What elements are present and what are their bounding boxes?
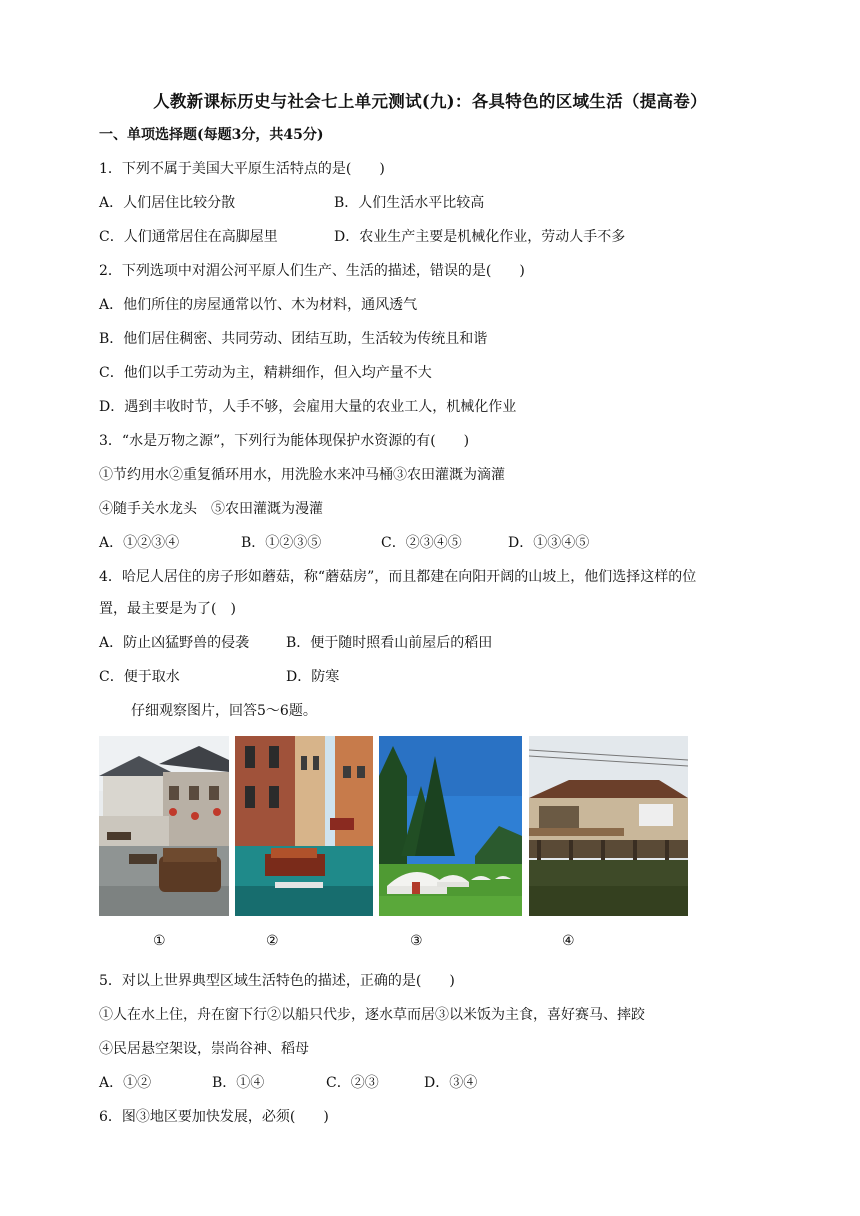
q5-statements-line2: ④民居悬空架设，崇尚谷神、稻母 [99,1041,309,1057]
question-4-stem-line1: 4．哈尼人居住的房子形如蘑菇，称“蘑菇房”，而且都建在向阳开阔的山坡上，他们选择这样的位 [99,569,697,585]
q4-option-b: B．便于随时照看山前屋后的稻田 [286,635,493,651]
photo-canal-boats [235,736,373,916]
q4-option-d: D．防寒 [286,669,340,685]
document-title: 人教新课标历史与社会七上单元测试(九)：各具特色的区域生活（提高卷） [153,92,707,111]
q2-option-c: C．他们以手工劳动为主，精耕细作，但入均产量不大 [99,365,432,381]
photo-water-town [99,736,229,916]
q3-statements-line1: ①节约用水②重复循环用水，用洗脸水来冲马桶③农田灌溉为滴灌 [99,467,505,483]
q5-option-c: C．②③ [326,1075,379,1091]
q2-option-a: A．他们所住的房屋通常以竹、木为材料，通风透气 [99,297,418,313]
photo-caption-1: ① [153,933,166,949]
q5-option-a: A．①② [99,1075,152,1091]
photo-grassland-yurts [379,736,522,916]
q3-option-d: D．①③④⑤ [508,535,590,551]
q5-option-d: D．③④ [424,1075,478,1091]
q1-option-c: C．人们通常居住在高脚屋里 [99,229,278,245]
question-1-stem: 1．下列不属于美国大平原生活特点的是( ) [99,161,385,177]
q5-option-b: B．①④ [212,1075,265,1091]
q3-option-b: B．①②③⑤ [241,535,322,551]
q4-option-a: A．防止凶猛野兽的侵袭 [99,635,250,651]
photo-caption-2: ② [266,933,279,949]
q3-statements-line2: ④随手关水龙头 ⑤农田灌溉为漫灌 [99,501,323,517]
question-2-stem: 2．下列选项中对湄公河平原人们生产、生活的描述，错误的是( ) [99,263,525,279]
q2-option-b: B．他们居住稠密、共同劳动、团结互助，生活较为传统且和谐 [99,331,488,347]
photo-caption-4: ④ [562,933,575,949]
photo-stilt-house [529,736,688,916]
question-5-stem: 5．对以上世界典型区域生活特色的描述，正确的是( ) [99,973,455,989]
q5-statements-line1: ①人在水上住，舟在窗下行②以船只代步，逐水草而居③以米饭为主食，喜好赛马、摔跤 [99,1007,645,1023]
q1-option-a: A．人们居住比较分散 [99,195,236,211]
question-4-stem-line2: 置，最主要是为了( ) [99,601,236,617]
picture-intro: 仔细观察图片，回答5～6题。 [131,703,317,719]
q1-option-b: B．人们生活水平比较高 [334,195,485,211]
q2-option-d: D．遇到丰收时节，人手不够，会雇用大量的农业工人，机械化作业 [99,399,517,415]
section-heading: 一、单项选择题(每题3分，共45分) [99,127,324,143]
photo-caption-3: ③ [410,933,423,949]
q1-option-d: D．农业生产主要是机械化作业，劳动人手不多 [334,229,626,245]
q3-option-c: C．②③④⑤ [381,535,462,551]
question-3-stem: 3．“水是万物之源”，下列行为能体现保护水资源的有( ) [99,433,470,449]
q4-option-c: C．便于取水 [99,669,180,685]
question-6-stem: 6．图③地区要加快发展，必须( ) [99,1109,329,1125]
q3-option-a: A．①②③④ [99,535,180,551]
